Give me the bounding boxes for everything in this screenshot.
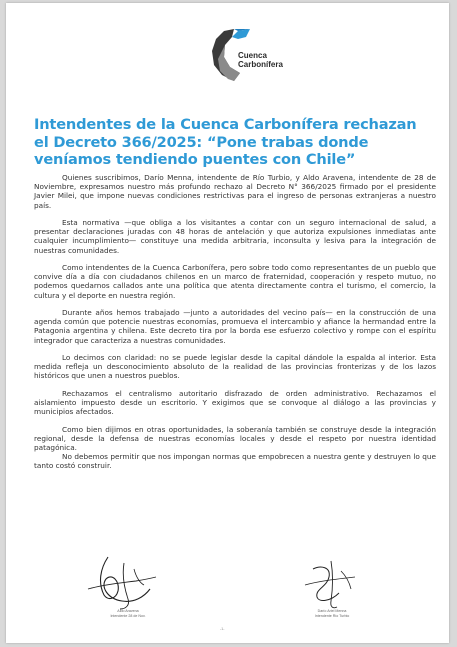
document-title: Intendentes de la Cuenca Carbonífera rechazan el Decreto 366/2025: “Pone trabas donde veníamos tendiendo puentes con Chile”	[34, 116, 417, 168]
logo-text	[238, 51, 283, 69]
paragraph-8: No debemos permitir que nos impongan normas que empobrecen a nuestra gente y destruyen lo que tanto costó construir.	[34, 452, 436, 471]
paragraph-3: Como intendentes de la Cuenca Carbonífera, pero sobre todo como representantes de un pueblo que convive día a día con ciudadanos chilenos en un marco de fraternidad, cooperación y respeto mutuo, no podemos quedarnos callados ante una política que atenta directamente contra el turismo, el comercio, la cultura y el deporte en nuestra región.	[34, 263, 436, 300]
paragraph-4: Durante años hemos trabajado —junto a autoridades del vecino país— en la construcción de una agenda común que potencie nuestras economías, promueva el intercambio y afiance la hermandad entre la Patagonia argentina y chilena. Este decreto tira por la borda ese esfuerzo colectivo y rompe con el espíritu integrador que caracteriza a nuestras comunidades.	[34, 308, 436, 345]
document-page	[6, 3, 449, 643]
paragraph-5: Lo decimos con claridad: no se puede legislar desde la capital dándole la espalda al interior. Esta medida refleja un desconocimiento absoluto de la realidad de las provincias fronterizas y de los lazos históricos que unen a nuestros pueblos.	[34, 353, 436, 381]
logo-line-2: Carbonífera	[238, 60, 283, 69]
paragraph-1: Quienes suscribimos, Darío Menna, intendente de Río Turbio, y Aldo Aravena, intendente de 28 de Noviembre, expresamos nuestro más profundo rechazo al Decreto N° 366/2025 firmado por el presidente Javier Milei, que impone nuevas condiciones restrictivas para el ingreso de personas extranjeras a nuestro país.	[34, 173, 436, 210]
paragraph-6: Rechazamos el centralismo autoritario disfrazado de orden administrativo. Rechazamos el aislamiento impuesto desde un escritorio. Y exigimos que se convoque al diálogo a las provincias y municipios afectados.	[34, 388, 436, 417]
signature-right-caption: Darío Ariel Menna Intendente Río Turbio	[314, 609, 350, 618]
paragraph-7: Como bien dijimos en otras oportunidades, la soberanía también se construye desde la integración regional, desde la defensa de nuestras economías locales y desde el respeto por nuestra identidad patagónica.	[34, 424, 436, 452]
logo-line-1: Cuenca	[238, 51, 267, 60]
document-body	[34, 173, 436, 479]
paragraph-2: Esta normativa —que obliga a los visitantes a contar con un seguro internacional de salud, a presentar declaraciones juradas con 48 horas de antelación y que autoriza expulsiones inmediatas ante cualquier incumplimiento— constituye una medida arbitraria, inconsulta y lesiva para la integración de nuestras comunidades.	[34, 218, 436, 255]
signature-right-icon	[291, 551, 371, 615]
signature-left-caption: Aldo Aravena Intendente 28 de Nov.	[110, 609, 146, 618]
page-number: -1-	[220, 627, 225, 631]
